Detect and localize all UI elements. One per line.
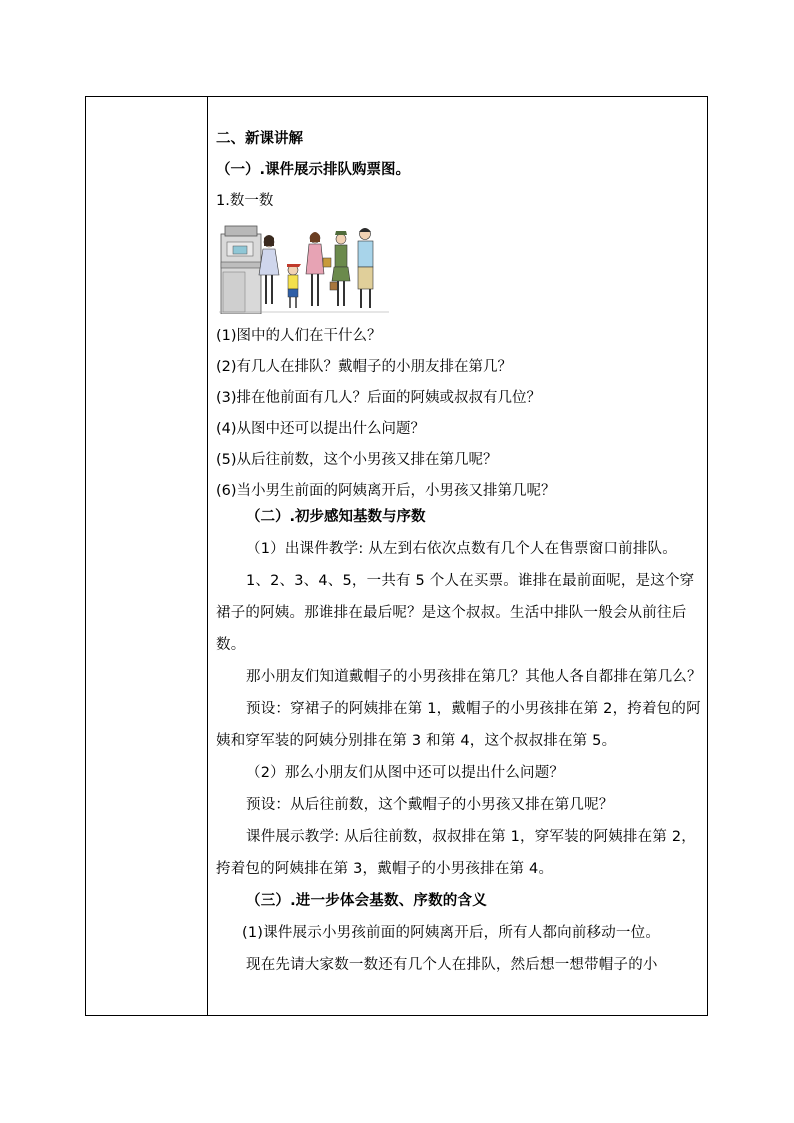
part3-heading: （三）.进一步体会基数、序数的含义	[246, 893, 487, 909]
part2-heading: （二）.初步感知基数与序数	[246, 509, 426, 525]
question-6: (6)当小男生前面的阿姨离开后，小男孩又排第几呢？	[216, 483, 556, 499]
question-2: (2)有几人在排队？戴帽子的小朋友排在第几？	[216, 359, 513, 375]
ticket-queue-illustration	[219, 222, 389, 314]
question-paragraph: 那小朋友们知道戴帽子的小男孩排在第几？其他人各自都排在第几么？	[246, 669, 702, 685]
count-paragraph: 1、2、3、4、5，一共有 5 个人在买票。谁排在最前面呢，是这个穿裙子的阿姨。那谁排在最后呢？是这个叔叔。生活中排队一般会从前往后数。	[216, 573, 695, 653]
courseware-paragraph: 课件展示教学: 从后往前数，叔叔排在第 1，穿军装的阿姨排在第 2，挎着包的阿姨排在第 3，戴帽子的小男孩排在第 4。	[216, 829, 696, 877]
preset-paragraph-2: 预设：从后往前数，这个戴帽子的小男孩又排在第几呢？	[246, 797, 614, 813]
section-heading: 二、新课讲解	[216, 131, 303, 147]
count-subheading: 1.数一数	[216, 193, 274, 209]
part2-item2: （2）那么小朋友们从图中还可以提出什么问题？	[246, 765, 565, 781]
question-1: (1)图中的人们在干什么？	[216, 328, 382, 344]
question-3: (3)排在他前面有几人？后面的阿姨或叔叔有几位？	[216, 390, 542, 406]
table-column-divider	[207, 97, 208, 1015]
part2-item1: （1）出课件教学: 从左到右依次点数有几个人在售票窗口前排队。	[246, 541, 677, 557]
question-4: (4)从图中还可以提出什么问题？	[216, 421, 426, 437]
part3-item1: (1)课件展示小男孩前面的阿姨离开后，所有人都向前移动一位。	[242, 925, 661, 941]
question-5: (5)从后往前数，这个小男孩又排在第几呢？	[216, 452, 498, 468]
part1-heading: （一）.课件展示排队购票图。	[216, 162, 411, 178]
preset-paragraph-1: 预设：穿裙子的阿姨排在第 1，戴帽子的小男孩排在第 2，挎着包的阿姨和穿军装的阿姨分别排在第 3 和第 4，这个叔叔排在第 5。	[216, 701, 701, 749]
lesson-content	[216, 129, 702, 981]
lesson-table	[85, 96, 708, 1016]
last-paragraph: 现在先请大家数一数还有几个人在排队，然后想一想带帽子的小	[246, 957, 658, 973]
